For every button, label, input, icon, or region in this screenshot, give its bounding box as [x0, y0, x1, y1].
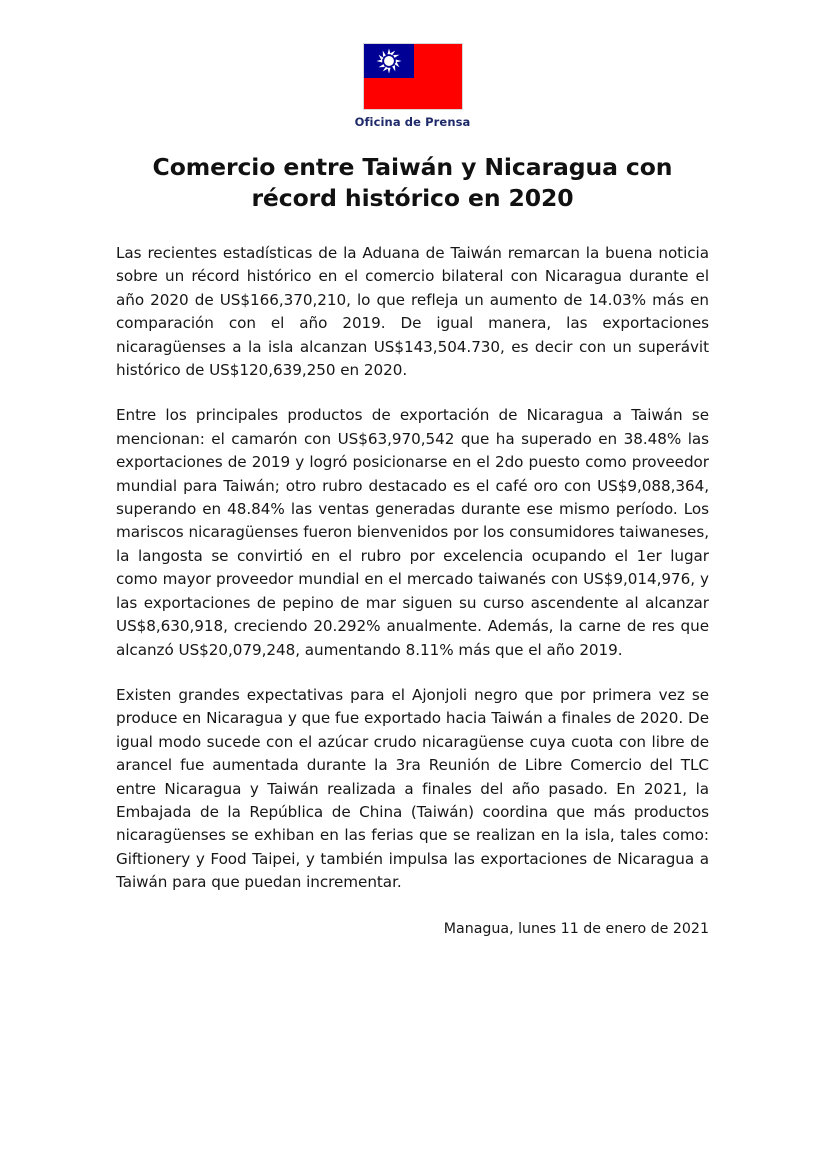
taiwan-flag-icon [363, 43, 463, 110]
press-office-label: Oficina de Prensa [354, 115, 471, 129]
document-body [116, 214, 709, 895]
dateline-signoff: Managua, lunes 11 de enero de 2021 [443, 920, 709, 937]
page-title: Comercio entre Taiwán y Nicaragua con récord histórico en 2020 [152, 153, 673, 212]
paragraph-1: Las recientes estadísticas de la Aduana de Taiwán remarcan la buena noticia sobre un récord histórico en el comercio bilateral con Nicaragua durante el año 2020 de US$166,370,210, lo que refleja un aumento de 14.03% más en comparación con el año 2019. De igual manera, las exportaciones nicaragüenses a la isla alcanzan US$143,504.730, es decir con un superávit histórico de US$120,639,250 en 2020. [116, 244, 709, 380]
paragraph-3: Existen grandes expectativas para el Ajonjoli negro que por primera vez se produce en Nicaragua y que fue exportado hacia Taiwán a finales de 2020. De igual modo sucede con el azúcar crudo nicaragüense cuya cuota con libre de arancel fue aumentada durante la 3ra Reunión de Libre Comercio del TLC entre Nicaragua y Taiwán realizada a finales del año pasado. En 2021, la Embajada de la República de China (Taiwán) coordina que más productos nicaragüenses se exhiban en las ferias que se realizan en la isla, tales como: Giftionery y Food Taipei, y también impulsa las exportaciones de Nicaragua a Taiwán para que puedan incrementar. [116, 685, 709, 892]
document-header [0, 0, 825, 129]
paragraph-2: Entre los principales productos de exportación de Nicaragua a Taiwán se mencionan: el camarón con US$63,970,542 que ha superado en 38.48% las exportaciones de 2019 y logró posicionarse en el 2do puesto como proveedor mundial para Taiwán; otro rubro destacado es el café oro con US$9,088,364, superando en 48.84% las ventas generadas durante ese mismo período. Los mariscos nicaragüenses fueron bienvenidos por los consumidores taiwaneses, la langosta se convirtió en el rubro por excelencia ocupando el 1er lugar como mayor proveedor mundial en el mercado taiwanés con US$9,014,976, y las exportaciones de pepino de mar siguen su curso ascendente al alcanzar US$8,630,918, creciendo 20.292% anualmente. Además, la carne de res que alcanzó US$20,079,248, aumentando 8.11% más que el año 2019. [116, 406, 709, 659]
white-sun-emblem-icon [376, 48, 402, 74]
